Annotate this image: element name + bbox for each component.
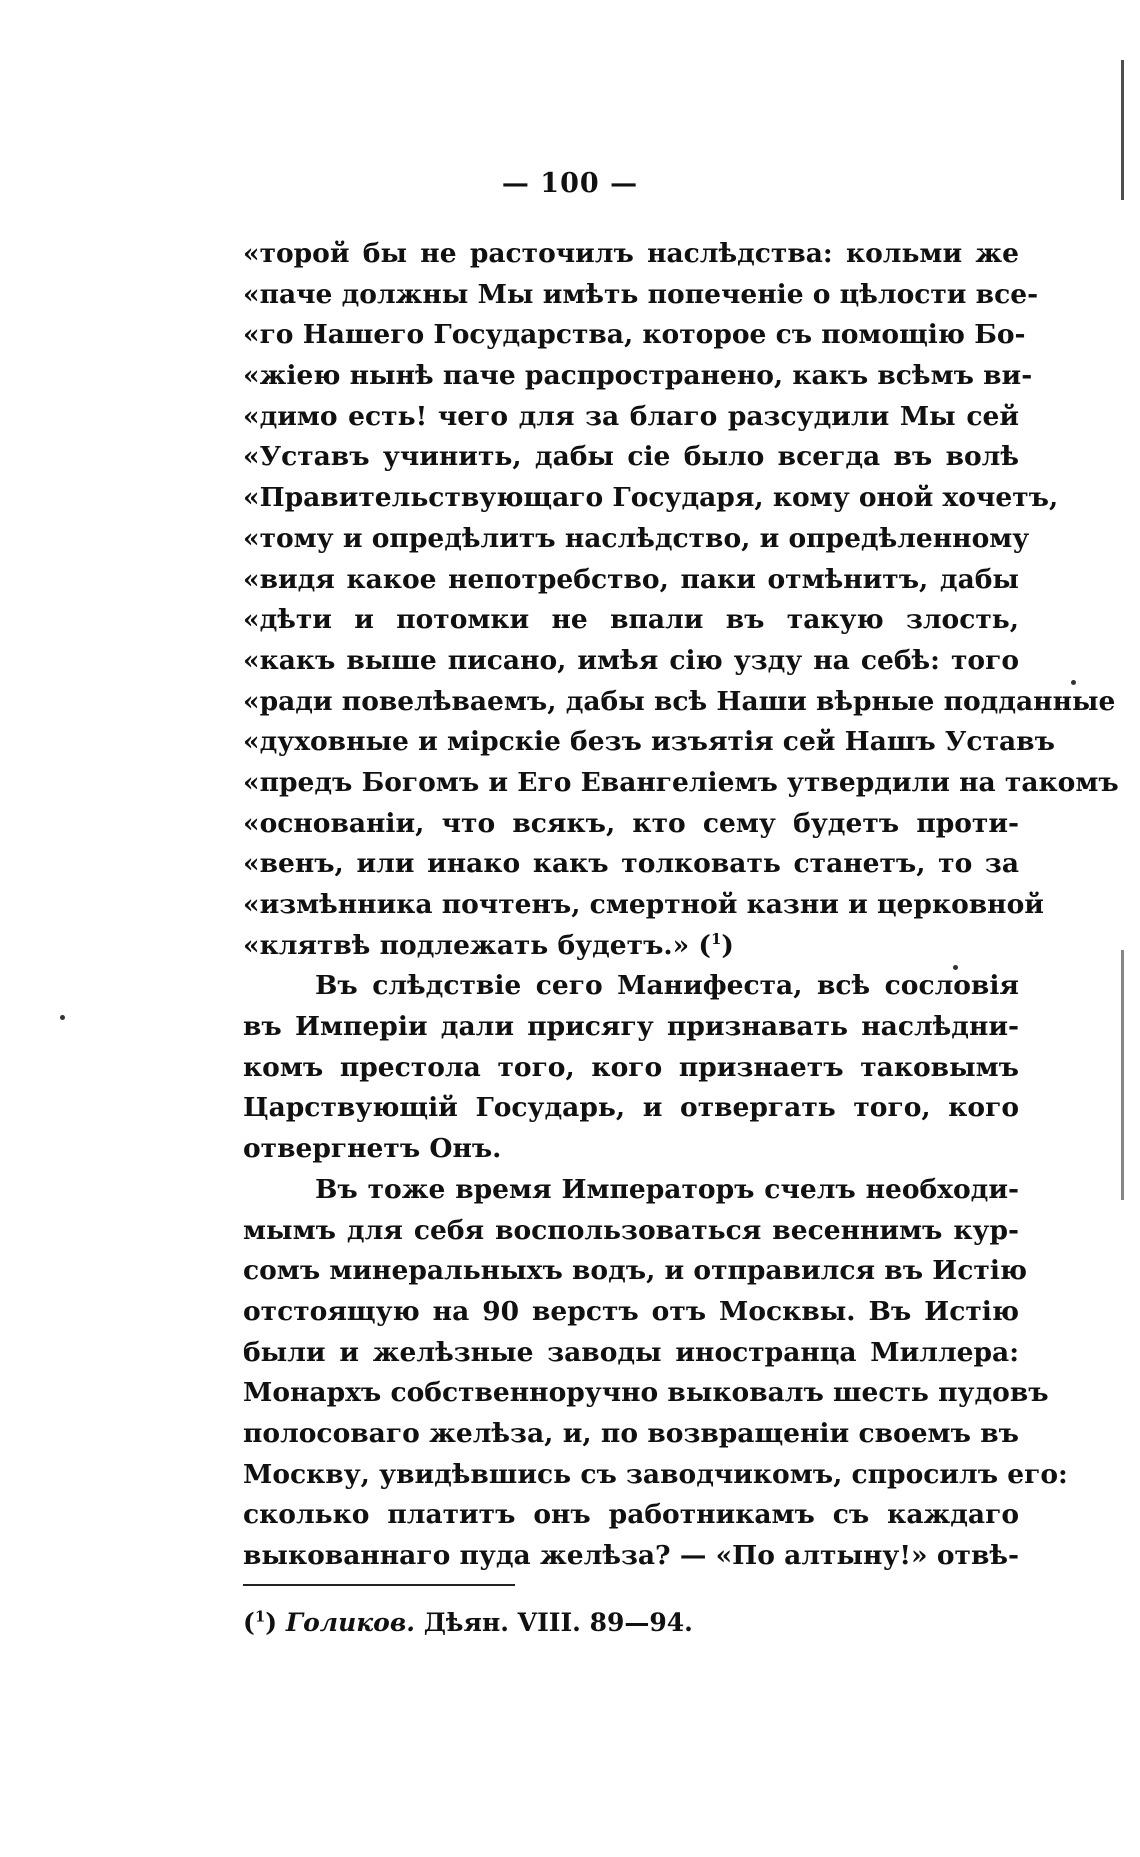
paragraph-3-line: полосоваго желѣза, и, по возвращеніи своемъ въ bbox=[243, 1417, 1019, 1449]
footnote-mark: 1 bbox=[254, 1607, 266, 1626]
text-line: «ради повелѣваемъ, дабы всѣ Наши вѣрные подданные bbox=[243, 685, 1116, 717]
paragraph-2-line: отвергнетъ Онъ. bbox=[243, 1133, 502, 1165]
text-line: «тому и опредѣлитъ наслѣдство, и опредѣленному bbox=[243, 522, 1030, 554]
quote-end-line bbox=[243, 926, 1019, 967]
text-line: «предъ Богомъ и Его Евангеліемъ утвердили на такомъ bbox=[243, 766, 1119, 798]
footnote-open: ( bbox=[243, 1608, 255, 1637]
paragraph-2-line: Царствующій Государь, и отвергать того, кого bbox=[243, 1092, 1019, 1124]
scan-speck bbox=[1071, 680, 1076, 685]
text-line: «видя какое непотребство, паки отмѣнитъ, дабы bbox=[243, 563, 1019, 595]
paragraph-3-line: Монархъ собственноручно выковалъ шесть пудовъ bbox=[243, 1377, 1049, 1409]
footnote-divider bbox=[243, 1584, 515, 1586]
text-line: «жіею нынѣ паче распространено, какъ всѣмъ ви- bbox=[243, 360, 1033, 392]
paragraph-3-line: сколько платитъ онъ работникамъ съ каждаго bbox=[243, 1499, 1019, 1531]
paragraph-3-line: Въ тоже время Императоръ счелъ необходи- bbox=[315, 1173, 1019, 1205]
paragraph-3-line: мымъ для себя воспользоваться весеннимъ кур- bbox=[243, 1214, 1019, 1246]
footnote bbox=[243, 1608, 693, 1637]
text-line: «димо есть! чего для за благо разсудили Мы сей bbox=[243, 400, 1019, 432]
footnote-reference-mark[interactable]: 1 bbox=[710, 929, 722, 948]
text-line: «го Нашего Государства, которое съ помощію Бо- bbox=[243, 319, 1026, 351]
paragraph-3-line: выкованнаго пуда желѣза? — «По алтыну!» отвѣ- bbox=[243, 1540, 1019, 1571]
page-number: — 100 — bbox=[501, 168, 639, 199]
paragraph-3-line: были и желѣзные заводы иностранца Миллера: bbox=[243, 1336, 1019, 1368]
text-line: «основаніи, что всякъ, кто сему будетъ проти- bbox=[243, 807, 1019, 839]
paragraph-2-line: комъ престола того, кого признаетъ таковымъ bbox=[243, 1051, 1019, 1083]
text-line: «Правительствующаго Государя, кому оной хочетъ, bbox=[243, 482, 1059, 514]
main-text bbox=[243, 234, 1119, 1577]
paragraph-3-line: сомъ минеральныхъ водъ, и отправился въ Истію bbox=[243, 1255, 1028, 1287]
text-line: «измѣнника почтенъ, смертной казни и церковной bbox=[243, 889, 1044, 920]
text-line: «венъ, или инако какъ толковать станетъ, то за bbox=[243, 848, 1019, 880]
footnote-reference: Дѣян. VIII. 89—94. bbox=[423, 1608, 693, 1637]
footnote-close: ) bbox=[265, 1608, 278, 1637]
text-line: «паче должны Мы имѣть попеченіе о цѣлости все- bbox=[243, 278, 1039, 310]
quote-end-close: ) bbox=[721, 929, 734, 961]
text-line: «дѣти и потомки не впали въ такую злость, bbox=[243, 604, 1019, 636]
text-line: «Уставъ учинить, дабы сіе было всегда въ волѣ bbox=[243, 441, 1019, 473]
text-line: «духовные и мірскіе безъ изъятія сей Нашъ Уставъ bbox=[243, 726, 1055, 758]
paragraph-2-line: въ Имперіи дали присягу признавать наслѣдни- bbox=[243, 1011, 1019, 1043]
quote-end-text: «клятвѣ подлежать будетъ.» ( bbox=[243, 929, 711, 961]
paragraph-2-line: Въ слѣдствіе сего Манифеста, всѣ сословія bbox=[315, 970, 1019, 1002]
scan-edge-mark-lower bbox=[1121, 950, 1124, 1200]
paragraph-3-line: отстоящую на 90 верстъ отъ Москвы. Въ Истію bbox=[243, 1295, 1019, 1327]
footnote-author: Голиков. bbox=[285, 1608, 415, 1637]
text-line: «торой бы не расточилъ наслѣдства: кольми же bbox=[243, 238, 1019, 269]
text-line: «какъ выше писано, имѣя сію узду на себѣ: того bbox=[243, 644, 1019, 676]
scan-speck bbox=[60, 1015, 65, 1020]
paragraph-3-line: Москву, увидѣвшись съ заводчикомъ, спросилъ его: bbox=[243, 1458, 1068, 1490]
